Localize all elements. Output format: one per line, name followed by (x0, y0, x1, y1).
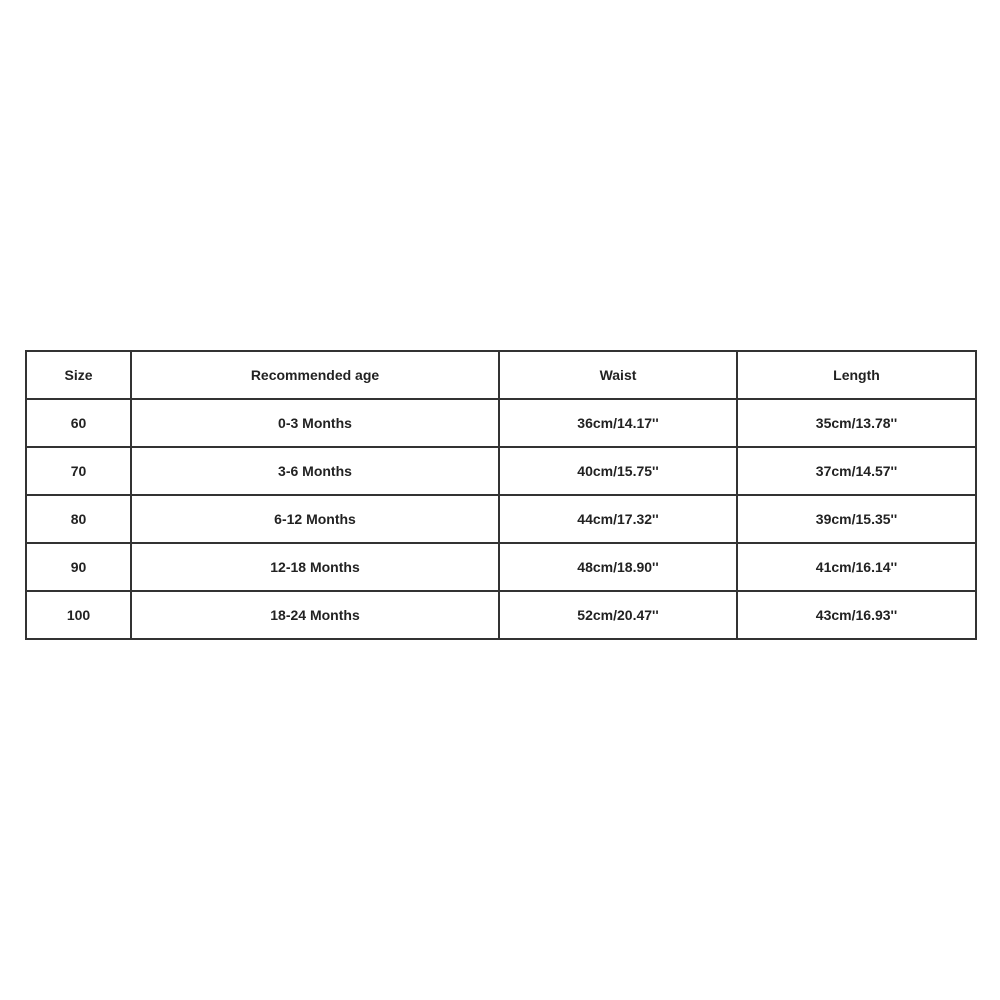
cell-length: 39cm/15.35'' (737, 495, 976, 543)
cell-recommended-age: 3-6 Months (131, 447, 499, 495)
table-row (26, 399, 976, 447)
table-row (26, 495, 976, 543)
cell-waist: 52cm/20.47'' (499, 591, 737, 639)
cell-length: 37cm/14.57'' (737, 447, 976, 495)
cell-size: 100 (26, 591, 131, 639)
cell-recommended-age: 6-12 Months (131, 495, 499, 543)
cell-recommended-age: 0-3 Months (131, 399, 499, 447)
table-row (26, 543, 976, 591)
cell-length: 41cm/16.14'' (737, 543, 976, 591)
header-recommended-age: Recommended age (131, 351, 499, 399)
header-length: Length (737, 351, 976, 399)
cell-recommended-age: 18-24 Months (131, 591, 499, 639)
table-header-row (26, 351, 976, 399)
cell-length: 35cm/13.78'' (737, 399, 976, 447)
cell-size: 90 (26, 543, 131, 591)
cell-size: 70 (26, 447, 131, 495)
size-chart-table (25, 350, 977, 640)
cell-waist: 44cm/17.32'' (499, 495, 737, 543)
cell-waist: 36cm/14.17'' (499, 399, 737, 447)
cell-waist: 48cm/18.90'' (499, 543, 737, 591)
cell-size: 60 (26, 399, 131, 447)
header-size: Size (26, 351, 131, 399)
cell-recommended-age: 12-18 Months (131, 543, 499, 591)
cell-waist: 40cm/15.75'' (499, 447, 737, 495)
table-row (26, 591, 976, 639)
cell-size: 80 (26, 495, 131, 543)
cell-length: 43cm/16.93'' (737, 591, 976, 639)
header-waist: Waist (499, 351, 737, 399)
table-row (26, 447, 976, 495)
